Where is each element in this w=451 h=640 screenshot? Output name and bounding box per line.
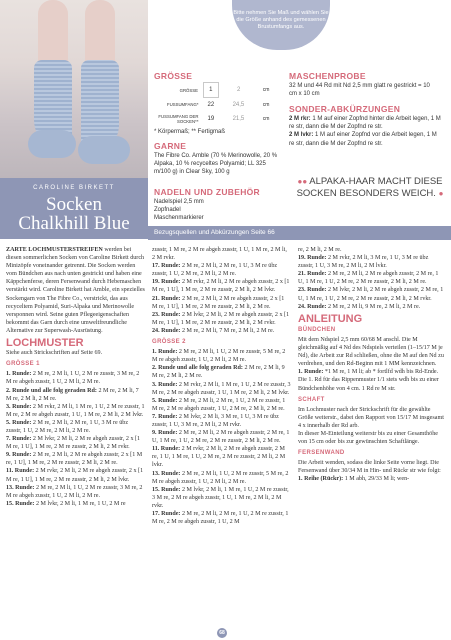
title-panel bbox=[0, 178, 148, 239]
row-text: 2 M rvkr, 2 M li, 1 M re, 1 U, 2 M re zusstr, 3 M re, 2 M re abgeh zusstr, 1 U, 1 M re, 2 M li, 2 M lvkr. bbox=[152, 381, 291, 396]
groesse2-heading: GRÖSSE 2 bbox=[152, 339, 186, 346]
intro-paragraph bbox=[6, 246, 145, 335]
row-text: 2 M re, 2 M li, 2 M re, 1 U, 2 M re zusstr, 1 M re, 2 M re abgeh zusstr, 1 U, 2 M re, 2 M li, 2 M re. bbox=[152, 397, 286, 412]
row-key: 24. Runde: bbox=[298, 303, 327, 310]
pattern-row bbox=[6, 484, 145, 500]
row-key: 17. Runde: bbox=[152, 511, 181, 517]
row-text: 2 M lvkr, 2 M li, 1 M re, 1 U, 2 M re bbox=[34, 500, 126, 507]
pattern-row bbox=[298, 475, 445, 483]
pattern-row bbox=[6, 370, 145, 386]
row-key: 13. Runde: bbox=[6, 484, 35, 491]
row-text: 2 M re, 2 M li, 7 M re, 2 M li, 2 M re. bbox=[6, 387, 139, 402]
row-text: 2 M re, 2 M li, 1 U, 2 M re zusstr, 5 M re, 2 M re abgeh zusstr, 1 U, 2 M li, 2 M re. bbox=[152, 470, 289, 485]
pattern-row bbox=[298, 286, 445, 302]
row-key: 21. Runde: bbox=[152, 295, 181, 302]
row-key: 3. Runde: bbox=[6, 403, 32, 410]
schaft-text: Im Lochmuster nach der Strickschrift für die gewählte Größe weiterstr., dabei den Rapport von 15/17 M insgesamt 4 x innerhalb der Rd arb. bbox=[298, 406, 444, 429]
row-text: 2 M lvkr, 2 M li, 1 M re, 1 U, 2 M re zusstr, 3 M re, 2 M re abgeh zusstr, 1 U, 1 M re, 2 M li, 2 M rvkr. bbox=[152, 486, 289, 509]
size-value: 19 bbox=[207, 116, 215, 122]
pattern-row bbox=[152, 429, 291, 445]
row-text: 2 M re, 2 M li, 1 U, 2 M re zusstr, 3 M re, 2 M re abgeh zusstr, 1 U, 2 M li, 2 M re. bbox=[6, 484, 143, 499]
title-line-1: Socken bbox=[46, 194, 102, 215]
pattern-row bbox=[152, 327, 291, 335]
pattern-row bbox=[152, 364, 291, 380]
row-key: 11. Runde: bbox=[6, 468, 35, 475]
row-key: 1. Runde: bbox=[152, 349, 178, 356]
intro-lead: ZARTE LOCHMUSTERSTREIFEN bbox=[6, 247, 103, 253]
sonder-text: 1 M auf einer Zopfnd hinter die Arbeit legen, 1 M re str, dann die M der Zopfnd re str. bbox=[289, 116, 441, 131]
sonder-key: 2 M lvkr: bbox=[289, 132, 314, 139]
pattern-row bbox=[6, 419, 145, 435]
size-value: 1 bbox=[204, 83, 219, 98]
row-text: 2 M re, 2 M li, 2 M re abgeh zusstr, 2 M re, 1 U, 1 M re, 1 U, 2 M re, 2 M re zusstr, 2 M li, 2 M re. bbox=[152, 430, 290, 445]
row-text: 2 M lvkr, 2 M li, 2 M re abgeh zusstr, 2 x [1 M re, 1 U], 1 M re, 2 M re zusstr, 2 M li, 2 M rvkr. bbox=[6, 436, 141, 451]
row-key: 7. Runde: bbox=[6, 436, 32, 443]
pattern-row bbox=[6, 403, 145, 419]
sonder-item bbox=[289, 115, 441, 131]
row-key: 19. Runde: bbox=[298, 255, 327, 262]
maschenprobe-text: 32 M und 44 Rd mit Nd 2,5 mm glatt re gestrickt = 10 cm x 10 cm bbox=[289, 83, 430, 98]
pattern-row bbox=[152, 413, 291, 429]
garne-text: The Fibre Co. Amble (70 % Merinowolle, 20 % Alpaka, 10 % recyceltes Polyamid; LL 325 m/100 g) in Clear Sky, 100 g bbox=[154, 153, 278, 176]
row-text: re, 2 M li, 2 M re. bbox=[298, 247, 342, 253]
row-key: 13. Runde: bbox=[152, 470, 181, 477]
row-text: 2 M re, 2 M li, 9 M re, 2 M li, 2 M re. bbox=[326, 303, 421, 310]
row-text: 2 M re, 2 M li, 1 U, 2 M re zusstr, 5 M re, 2 M re abgeh zusstr, 1 U, 2 M li, 2 M re. bbox=[152, 349, 286, 364]
row-text: 2 M re, 2 M li, 2 M re abgeh zusstr, 2 x [1 M re, 1 U], 1 M re, 2 M re zusstr, 2 M li, 2 M re. bbox=[6, 452, 143, 467]
buendchen-text: Mit dem Ndspiel 2,5 mm 60/68 M anschl. Die M gleichmäßig auf 4 Nd des Ndspiels verteilen (1–15/17 M je Nd), die Arbeit zur Rd schließen, ohne die M auf den Nd zu verdrehen, und den Rd-Beginn mit 1 MM kennzeichnen. bbox=[298, 336, 444, 368]
pattern-row bbox=[298, 270, 445, 286]
row-text: 2 M re, 2 M li, 2 M re, 1 U, 3 M re übz zusstr, 1 U, 2 M re, 2 M li, 2 M re. bbox=[6, 419, 129, 434]
schaft-text-2: In dieser M-Einteilung weiterstr bis zu einer Gesamthöhe von 15 cm oder bis zur gewünschten Schaftlänge. bbox=[298, 430, 438, 446]
nadeln-item: Maschenmarkierer bbox=[154, 215, 204, 222]
row-key: 19. Runde: bbox=[152, 279, 181, 286]
size-footnote: * Körpermaß; ** Fertigmaß bbox=[154, 129, 226, 135]
column-3 bbox=[298, 246, 445, 484]
pattern-row bbox=[298, 303, 445, 311]
row-text: zusstr, 1 M re, 2 M re abgeh zusstr, 1 U, 1 M re, 2 M li, 2 M rvkr. bbox=[152, 247, 287, 262]
groesse1-heading: GRÖSSE 1 bbox=[6, 361, 40, 368]
sonder-heading: SONDER-ABKÜRZUNGEN bbox=[289, 104, 401, 114]
pattern-row bbox=[152, 311, 291, 327]
row-key: 1. Reihe (Rückr): bbox=[298, 476, 344, 483]
sonder-key: 2 M rkr: bbox=[289, 116, 311, 122]
quote-text: ALPAKA-HAAR MACHT DIESE SOCKEN BESONDERS WEICH. bbox=[296, 176, 443, 199]
row-key: 7. Runde: bbox=[152, 413, 178, 420]
size-unit: cm bbox=[262, 116, 270, 122]
row-key: 11. Runde: bbox=[152, 446, 181, 453]
size-unit: cm bbox=[262, 87, 270, 93]
row-text: 2 M re, 2 M li, 2 M re abgeh zusstr, 2 M re, 1 U, 1 M re, 1 U, 2 M re, 2 M re zusstr, 2 M li, 2 M re. bbox=[298, 271, 439, 286]
size-row bbox=[154, 98, 273, 113]
row-key: 1. Runde: bbox=[6, 371, 32, 378]
size-value: 21,5 bbox=[232, 116, 245, 122]
row-text: *1 M re, 1 M li; ab * fortlfd wdh bis Rd-Ende. bbox=[323, 369, 439, 376]
row-key: 1. Runde: bbox=[298, 369, 324, 376]
pattern-row bbox=[6, 435, 145, 451]
size-table bbox=[154, 82, 273, 126]
anleitung-heading: ANLEITUNG bbox=[298, 312, 363, 325]
size-label: GRÖSSE bbox=[179, 87, 198, 93]
title-line-2: Chalkhill Blue bbox=[18, 213, 130, 234]
pattern-row bbox=[152, 445, 291, 469]
row-key: 21. Runde: bbox=[298, 271, 327, 278]
pattern-row bbox=[152, 295, 291, 311]
pattern-row bbox=[6, 451, 145, 467]
quote-dots-icon: ●● bbox=[297, 177, 308, 186]
pattern-row bbox=[152, 381, 291, 397]
pattern-row bbox=[6, 500, 145, 508]
pattern-row bbox=[152, 486, 291, 510]
size-value: 24,5 bbox=[232, 101, 245, 108]
row-key: 5. Runde: bbox=[6, 419, 32, 426]
row-text: 2 M re, 2 M li, 7 M re, 2 M li, 2 M re. bbox=[180, 327, 275, 334]
fersenwand-text: Die Arbeit wenden, sodass die linke Seite vorne liegt. Die Fersenwand über 30/34 M in Hin- und Rückr str wie folgt: bbox=[298, 460, 441, 475]
buendchen-heading: BÜNDCHEN bbox=[298, 326, 336, 333]
row-text: 2 M lvkr, 2 M li, 3 M re, 1 U, 3 M re übz zusstr, 1 U, 3 M re, 2 M li, 2 M rvkr. bbox=[152, 413, 279, 428]
row-key: 17. Runde: bbox=[152, 263, 181, 270]
row-key: 3. Runde: bbox=[152, 381, 178, 388]
pattern-row bbox=[152, 348, 291, 364]
row-text: 2 M re, 2 M li, 2 M re, 1 U, 2 M re zusstr, 1 M re, 2 M re abgeh zusstr, 1 U, 2 M bbox=[152, 511, 289, 526]
row-key: 23. Runde: bbox=[298, 287, 327, 294]
row-text: 2 M rvkr, 2 M li, 2 M re abgeh zusstr, 2 M re, 1 U, 1 M re, 1 U, 2 M re, 2 M re zusstr, 2 M li, 2 M lvkr. bbox=[152, 446, 286, 469]
pattern-row bbox=[152, 470, 291, 486]
pattern-row bbox=[298, 368, 445, 376]
size-unit: cm bbox=[262, 101, 270, 108]
pull-quote bbox=[295, 176, 445, 200]
author: CAROLINE BIRKETT bbox=[33, 185, 115, 191]
bezugsquellen-bar: Bezugsquellen und Abkürzungen Seite 66 bbox=[148, 226, 451, 240]
size-value: 2 bbox=[237, 87, 241, 93]
socks-photo bbox=[0, 0, 148, 178]
pattern-row bbox=[6, 467, 145, 483]
size-label: FUSSUMFANG DER SOCKEN** bbox=[158, 114, 199, 124]
row-key: 23. Runde: bbox=[152, 311, 181, 318]
row-text: 2 M re, 2 M li, 1 U, 2 M re zusstr, 3 M re, 2 M re abgeh zusstr, 1 U, 2 M li, 2 M re. bbox=[6, 371, 140, 386]
row-key: 9. Runde: bbox=[152, 430, 178, 437]
row-text: 2 M lvkr, 2 M li, 2 M re abgeh zusstr, 2 x [1 M re, 1 U], 1 M re, 2 M re zusstr, 2 M li, 2 M rvkr. bbox=[152, 311, 290, 326]
row-text: 2 M rvkr, 2 M li, 1 M re, 1 U, 2 M re zusstr, 1 M re, 2 M re abgeh zusstr, 1 U, 1 M re, 2 M li, 2 M lvkr. bbox=[6, 403, 145, 418]
size-row bbox=[154, 112, 273, 126]
row-text: 2 M lvkr, 2 M li, 2 M re abgeh zusstr, 2 M re, 1 U, 1 M re, 1 U, 2 M re, 2 M re zusstr, 2 M li, 2 M rvkr. bbox=[298, 287, 444, 302]
size-label: FUSSUMFANG* bbox=[166, 102, 199, 108]
pattern-row bbox=[298, 246, 445, 254]
intro-text: werden bei diesen sommerlichen Socken von Caroline Birkett durch Minizöpfe voneinander getrennt. Die Socken werden vom Bündchen aus nach unten gestrickt und haben eine Käppchenferse, deren Fersenwand durch Hebemaschen verstärkt wird. Caroline Birkett hat Amble, ein spezielles Sockengarn von The Fibre Co., verstrickt, das aus recyceltem Polyamid, Suri-Alpaka und Merinowolle versponnen wird. Seine guten Pflegeeigenschaften bekommt das Garn durch eine umweltfreundliche Alternative zur Superwash-Ausrüstung. bbox=[6, 247, 145, 334]
row-text: 2 M re, 2 M li, 9 M re, 2 M li, 2 M re. bbox=[152, 365, 285, 380]
nadeln-item: Nadelspiel 2,5 mm bbox=[154, 199, 204, 205]
row-text: 2 M rvkr, 2 M li, 2 M re abgeh zusstr, 2 x [1 M re, 1 U], 1 M re, 2 M re zusstr, 2 M li, 2 M lvkr. bbox=[152, 279, 290, 294]
row-key: 2. Runde und alle folg geraden Rd: bbox=[152, 365, 243, 372]
row-text: 2 M rvkr, 2 M li, 3 M re, 1 U, 3 M re übz zusstr, 1 U, 3 M re, 2 M li, 2 M lvkr. bbox=[298, 255, 429, 270]
pattern-row bbox=[152, 278, 291, 294]
row-key: 15. Runde: bbox=[152, 486, 181, 493]
row-key: 5. Runde: bbox=[152, 397, 178, 404]
row-text: 2 M re, 2 M li, 2 M re, 1 U, 3 M re übz zusstr, 1 U, 2 M re, 2 M li, 2 M re. bbox=[152, 263, 278, 278]
maschenprobe-heading: MASCHENPROBE bbox=[289, 71, 366, 81]
schaft-heading: SCHAFT bbox=[298, 396, 325, 403]
buendchen-text-2: Die 1. Rd für das Rippenmuster 1/1 stets wdh bis zu einer Bündchenhöhe von 4 cm. 1 Rd re M str. bbox=[298, 377, 439, 392]
garne-heading: GARNE bbox=[154, 141, 187, 151]
row-key: 2. Runde und alle folg geraden Rd: bbox=[6, 387, 97, 394]
size-value: 22 bbox=[207, 102, 215, 108]
size-row bbox=[154, 83, 273, 98]
page-number: 68 bbox=[217, 628, 227, 638]
row-text: 2 M rvkr, 2 M li, 2 M re abgeh zusstr, 2 x [1 M re, 1 U], 1 M re, 2 M re zusstr, 2 M li, 2 M lvkr. bbox=[6, 468, 144, 483]
row-key: 9. Runde: bbox=[6, 452, 32, 459]
nadeln-heading: NADELN UND ZUBEHÖR bbox=[154, 187, 260, 197]
size-hint-bubble: Bitte nehmen Sie Maß und wählen Sie die Größe anhand des gemessenen Brustumfangs aus. bbox=[232, 0, 330, 50]
row-text: 1 M abh, 29/33 M li; wen- bbox=[343, 476, 410, 483]
pattern-row bbox=[152, 397, 291, 413]
pattern-row bbox=[152, 510, 291, 526]
column-2 bbox=[152, 246, 291, 526]
row-key: 15. Runde: bbox=[6, 500, 35, 507]
groesse-heading: GRÖSSE bbox=[154, 71, 193, 81]
quote-dot-icon: ● bbox=[438, 189, 444, 198]
sonder-item bbox=[289, 131, 441, 147]
nadeln-list bbox=[154, 198, 204, 223]
pattern-row bbox=[152, 246, 291, 262]
row-key: 24. Runde: bbox=[152, 327, 181, 334]
lochmuster-sub: Siehe auch Strickschriften auf Seite 69. bbox=[6, 350, 103, 357]
sonder-list bbox=[289, 115, 441, 148]
pattern-row bbox=[152, 262, 291, 278]
pattern-row bbox=[298, 254, 445, 270]
column-1 bbox=[6, 246, 145, 508]
pattern-row bbox=[6, 387, 145, 403]
fersenwand-heading: FERSENWAND bbox=[298, 450, 345, 457]
sonder-text: 1 M auf einer Zopfnd vor die Arbeit legen, 1 M re str, dann die M der Zopfnd re str. bbox=[289, 132, 437, 147]
nadeln-item: Zopfnadel bbox=[154, 207, 181, 214]
row-text: 2 M re, 2 M li, 2 M re abgeh zusstr, 2 x [1 M re, 1 U], 1 M re, 2 M re zusstr, 2 M li, 2 M re. bbox=[152, 295, 285, 310]
lochmuster-heading: LOCHMUSTER bbox=[6, 337, 84, 350]
